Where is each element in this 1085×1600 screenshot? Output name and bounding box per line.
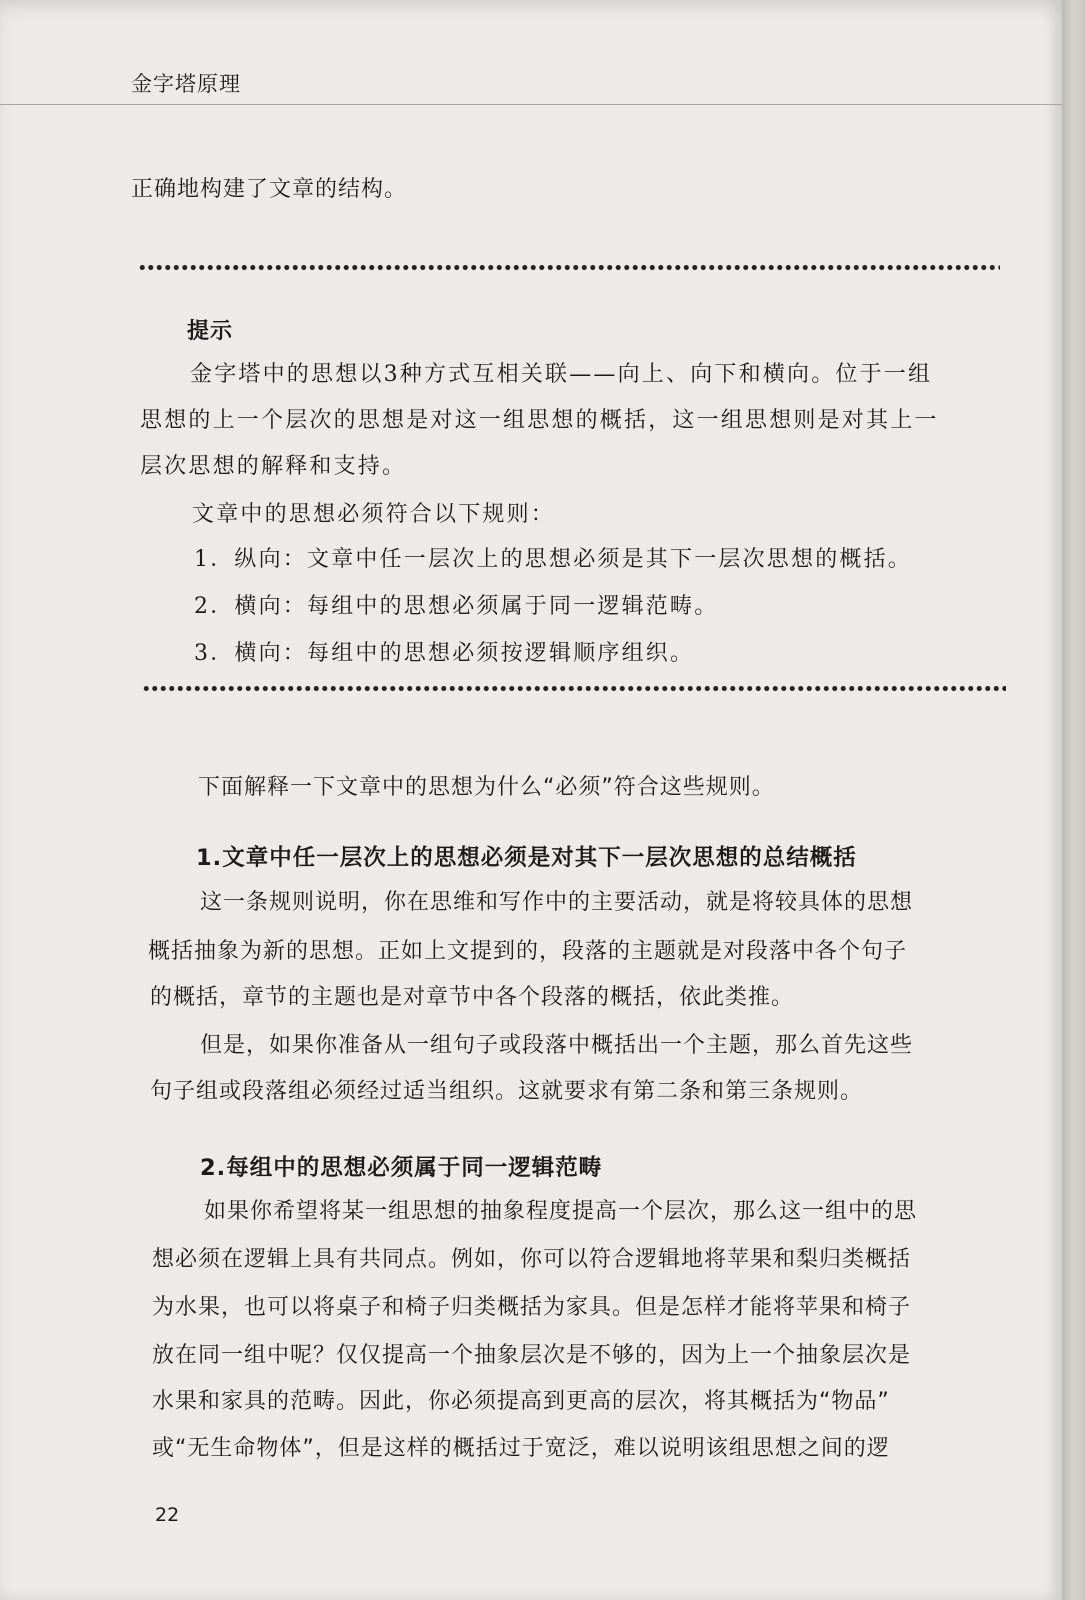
section1-para-line: 句子组或段落组必须经过适当组织。这就要求有第二条和第三条规则。 [150, 1079, 864, 1104]
tip-rules-intro: 文章中的思想必须符合以下规则： [192, 502, 556, 527]
section1-heading: 1.文章中任一层次上的思想必须是对其下一层次思想的总结概括 [196, 845, 857, 871]
section2-para-line: 水果和家具的范畴。因此，你必须提高到更高的层次，将其概括为“物品” [152, 1389, 890, 1414]
tip-box-top-border [138, 264, 1000, 271]
tip-para-line: 金字塔中的思想以3种方式互相关联——向上、向下和横向。位于一组 [190, 362, 933, 387]
section2-para-line: 想必须在逻辑上具有共同点。例如，你可以符合逻辑地将苹果和梨归类概括 [152, 1247, 912, 1272]
continuation-line: 正确地构建了文章的结构。 [131, 177, 408, 202]
tip-rule-item: 1．纵向：文章中任一层次上的思想必须是其下一层次思想的概括。 [194, 547, 912, 572]
section2-para-line: 放在同一组中呢？仅仅提高一个抽象层次是不够的，因为上一个抽象层次是 [152, 1343, 912, 1368]
page-number: 22 [155, 1504, 180, 1526]
section2-para-line: 如果你希望将某一组思想的抽象程度提高一个层次，那么这一组中的思 [204, 1199, 918, 1224]
section2-para-line: 为水果，也可以将桌子和椅子归类概括为家具。但是怎样才能将苹果和椅子 [152, 1295, 912, 1320]
running-header-title: 金字塔原理 [131, 72, 241, 96]
tip-para-line: 思想的上一个层次的思想是对这一组思想的概括，这一组思想则是对其上一 [140, 408, 939, 433]
section2-para-line: 或“无生命物体”，但是这样的概括过于宽泛，难以说明该组思想之间的逻 [152, 1436, 890, 1461]
tip-rule-item: 3．横向：每组中的思想必须按逻辑顺序组织。 [194, 641, 695, 666]
section1-para-line: 概括抽象为新的思想。正如上文提到的，段落的主题就是对段落中各个句子 [148, 939, 908, 964]
section1-para-line: 但是，如果你准备从一组句子或段落中概括出一个主题，那么首先这些 [200, 1033, 914, 1058]
tip-rule-item: 2．横向：每组中的思想必须属于同一逻辑范畴。 [194, 594, 719, 619]
tip-box-bottom-border [142, 685, 1006, 692]
intro-sentence: 下面解释一下文章中的思想为什么“必须”符合这些规则。 [198, 775, 775, 800]
section1-para-line: 这一条规则说明，你在思维和写作中的主要活动，就是将较具体的思想 [200, 890, 914, 915]
header-rule [0, 104, 1062, 105]
page-gutter-edge [1062, 0, 1085, 1600]
tip-heading: 提示 [187, 318, 234, 344]
section1-para-line: 的概括，章节的主题也是对章节中各个段落的概括，依此类推。 [150, 985, 795, 1010]
tip-para-line: 层次思想的解释和支持。 [140, 454, 407, 479]
section2-heading: 2.每组中的思想必须属于同一逻辑范畴 [200, 1155, 603, 1181]
